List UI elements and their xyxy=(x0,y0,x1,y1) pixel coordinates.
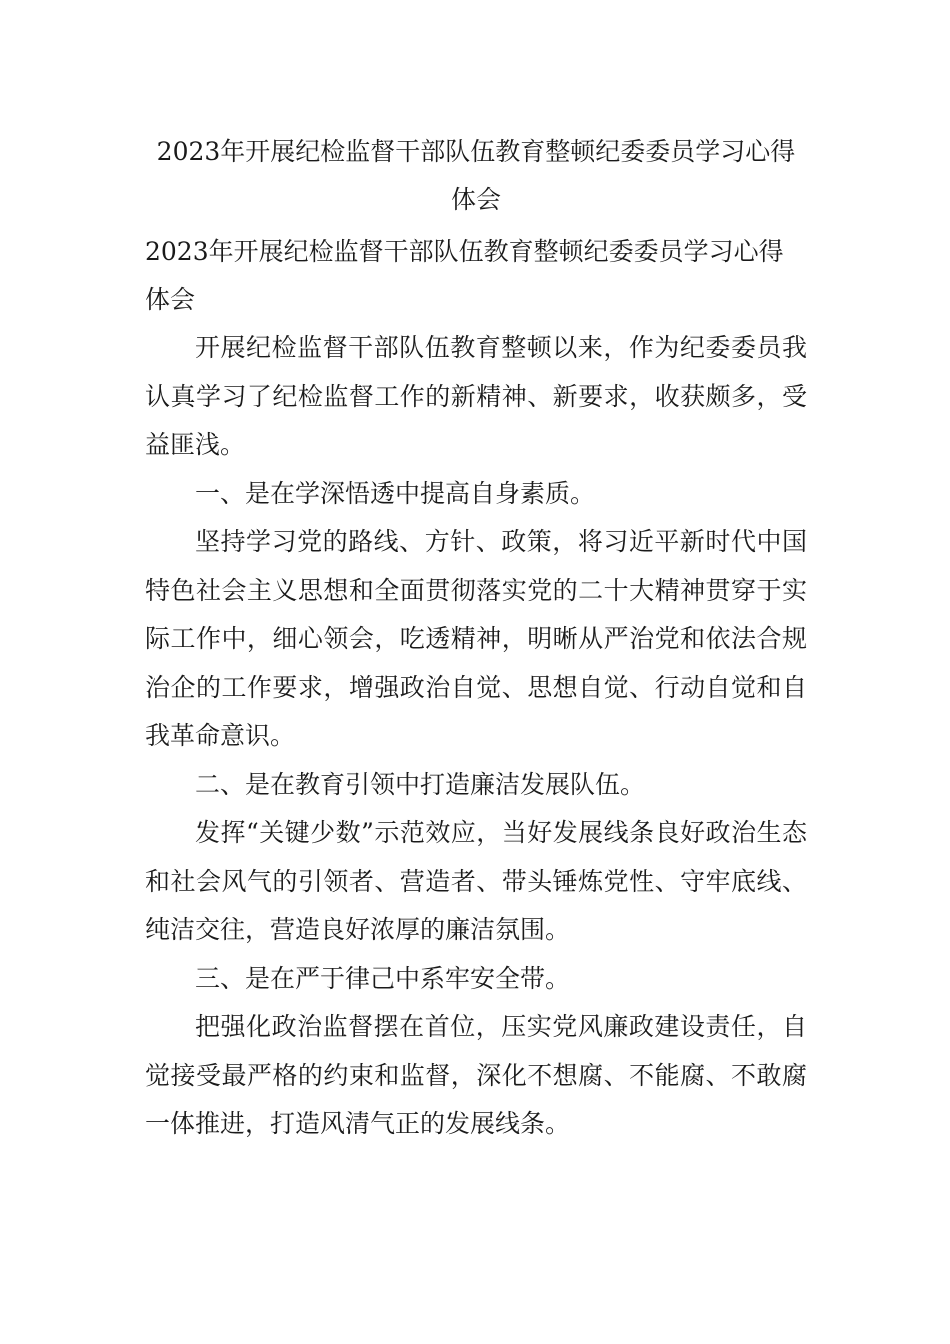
section-body-2: 发挥“关键少数”示范效应，当好发展线条良好政治生态和社会风气的引领者、营造者、带头锤炼党性、守牢底线、纯洁交往，营造良好浓厚的廉洁氛围。 xyxy=(145,818,807,944)
document-title: 2023年开展纪检监督干部队伍教育整顿纪委委员学习心得体会 xyxy=(156,137,796,214)
section-heading-1: 一、是在学深悟透中提高自身素质。 xyxy=(195,478,596,508)
intro-paragraph: 开展纪检监督干部队伍教育整顿以来，作为纪委委员我认真学习了纪检监督工作的新精神、新要求，收获颇多，受益匪浅。 xyxy=(145,333,807,459)
document-subtitle: 2023年开展纪检监督干部队伍教育整顿纪委委员学习心得体会 xyxy=(145,237,784,314)
section-body-3: 把强化政治监督摆在首位，压实党风廉政建设责任，自觉接受最严格的约束和监督，深化不想腐、不能腐、不敢腐一体推进，打造风清气正的发展线条。 xyxy=(145,1012,807,1138)
section-body-1: 坚持学习党的路线、方针、政策，将习近平新时代中国特色社会主义思想和全面贯彻落实党的二十大精神贯穿于实际工作中，细心领会，吃透精神，明晰从严治党和依法合规治企的工作要求，增强政治自觉、思想自觉、行动自觉和自我革命意识。 xyxy=(145,527,807,750)
section-heading-3: 三、是在严于律己中系牢安全带。 xyxy=(195,963,571,993)
section-heading-2: 二、是在教育引领中打造廉洁发展队伍。 xyxy=(195,769,646,799)
document-body xyxy=(145,128,807,1149)
